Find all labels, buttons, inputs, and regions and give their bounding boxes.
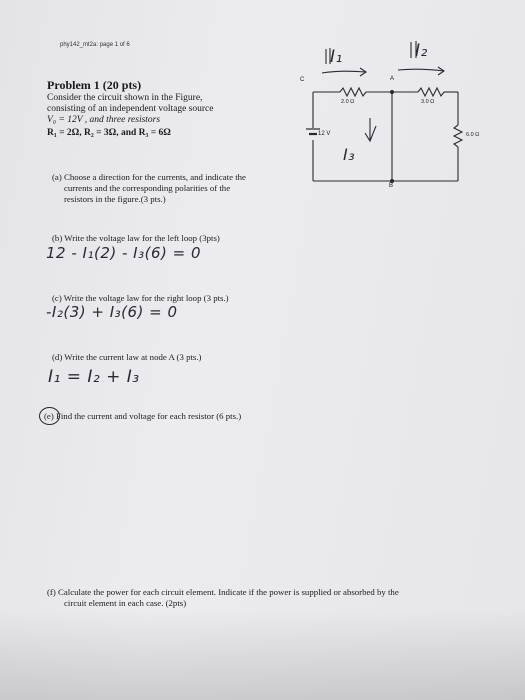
arrow-i2 <box>398 69 444 71</box>
problem-intro-line-4: R₁ = 2Ω, R₂ = 3Ω, and R₃ = 6Ω <box>47 128 171 138</box>
answer-d-handwritten: I₁ = I₂ + I₃ <box>48 367 140 387</box>
problem-intro-line-3: V₀ = 12V , and three resistors <box>47 115 161 125</box>
handwritten-i2: I₂ <box>415 41 428 61</box>
node-a-label: A <box>390 76 395 82</box>
handwritten-i3: I₃ <box>343 145 356 164</box>
resistor-r1 <box>340 88 366 96</box>
question-b: (b) Write the voltage law for the left loop (3pts) <box>52 233 220 243</box>
source-value-label: 12 V <box>318 131 331 137</box>
question-c: (c) Write the voltage law for the right loop (3 pts.) <box>52 293 229 303</box>
r3-value-label: 6.0 Ω <box>466 132 480 138</box>
question-e: (e) Find the current and voltage for each resistor (6 pts.) <box>44 411 242 421</box>
problem-intro-line-2: consisting of an independent voltage source <box>47 104 214 114</box>
answer-b-handwritten: 12 - I₁(2) - I₃(6) = 0 <box>46 244 202 262</box>
question-a-line-1: (a) Choose a direction for the currents, and indicate the <box>52 172 246 182</box>
page-header: phy142_mt2a: page 1 of 6 <box>60 42 130 48</box>
question-a-line-2: currents and the corresponding polarities of the <box>64 183 231 193</box>
question-d: (d) Write the current law at node A (3 pts.) <box>52 352 202 362</box>
resistor-r3 <box>454 125 462 147</box>
problem-intro-line-1: Consider the circuit shown in the Figure, <box>47 93 203 103</box>
answer-c-handwritten: -I₂(3) + I₃(6) = 0 <box>46 303 178 321</box>
node-b-label: B <box>389 183 394 189</box>
node-c-label: C <box>300 77 305 83</box>
r1-value-label: 2.0 Ω <box>341 99 355 105</box>
problem-title: Problem 1 (20 pts) <box>47 78 142 92</box>
question-f-line-2: circuit element in each case. (2pts) <box>64 598 187 608</box>
r2-value-label: 3.0 Ω <box>421 99 435 105</box>
question-a-line-3: resistors in the figure.(3 pts.) <box>64 194 166 204</box>
arrow-i1 <box>322 71 366 73</box>
resistor-r2 <box>418 88 444 96</box>
node-a-dot <box>390 90 394 94</box>
question-f-line-1: (f) Calculate the power for each circuit element. Indicate if the power is supplied or absorbed by the <box>47 587 399 597</box>
handwritten-i1: I₁ <box>330 47 343 67</box>
